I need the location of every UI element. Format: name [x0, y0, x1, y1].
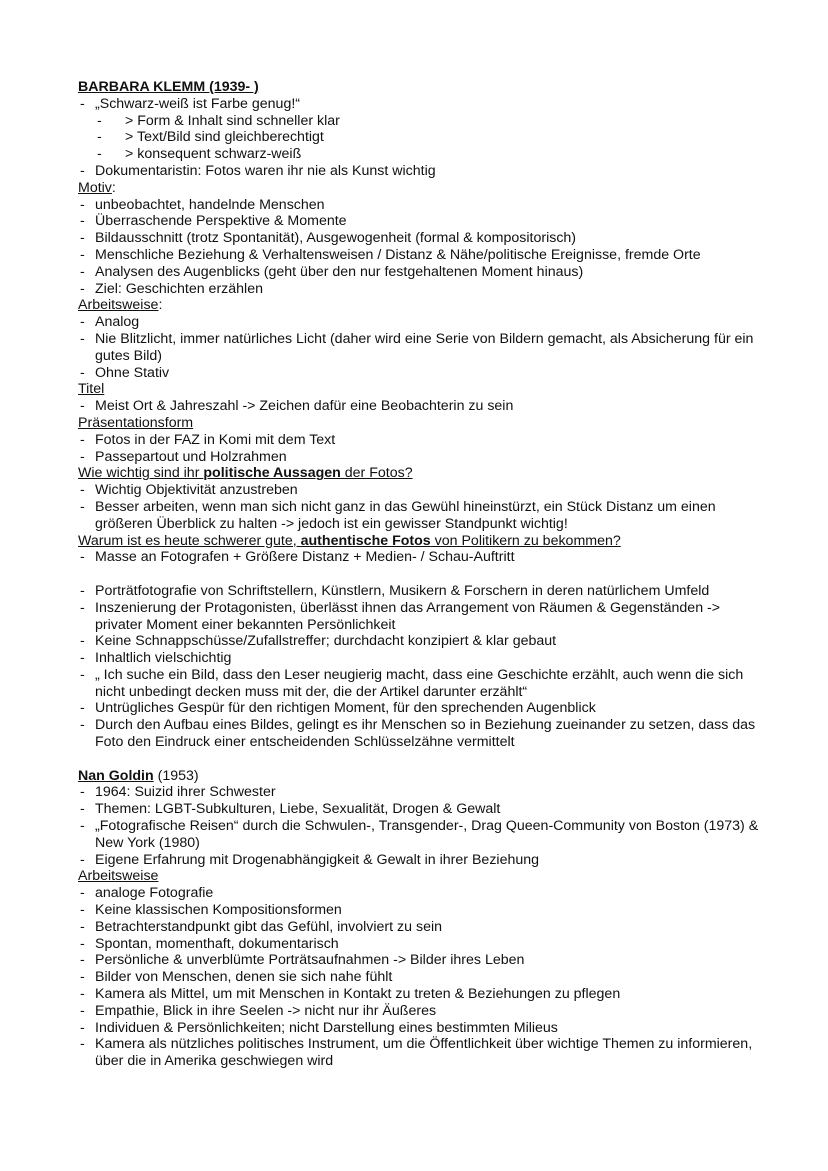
bullet: - Dokumentaristin: Fotos waren ihr nie als Kunst wichtig	[78, 163, 768, 180]
bullet: - „Fotografische Reisen“ durch die Schwulen-, Transgender-, Drag Queen-Community von Boston (1973) & New York (1980)	[78, 818, 768, 852]
spacer	[78, 566, 768, 583]
bullet: - unbeobachtet, handelnde Menschen	[78, 197, 768, 214]
bullet: - Passepartout und Holzrahmen	[78, 449, 768, 466]
nan-arbeitsweise-heading: Arbeitsweise	[78, 868, 159, 885]
arbeitsweise-heading: Arbeitsweise:	[78, 297, 163, 314]
bullet: - Wichtig Objektivität anzustreben	[78, 482, 768, 499]
bullet: - Bildausschnitt (trotz Spontanität), Ausgewogenheit (formal & kompositorisch)	[78, 230, 768, 247]
bullet: - Empathie, Blick in ihre Seelen -> nicht nur ihr Äußeres	[78, 1003, 768, 1020]
bullet: - Keine klassischen Kompositionsformen	[78, 902, 768, 919]
bullet: - Durch den Aufbau eines Bildes, gelingt es ihr Menschen so in Beziehung zueinander zu setzen, dass das Foto den Eindruck einer entscheidenden Schlüsselzähne vermittelt	[78, 717, 768, 751]
bullet: - Persönliche & unverblümte Porträtsaufnahmen -> Bilder ihres Leben	[78, 952, 768, 969]
bullet: - Besser arbeiten, wenn man sich nicht ganz in das Gewühl hineinstürzt, ein Stück Distanz um einen größeren Überblick zu halten -> jedoch ist ein gewisser Standpunkt wichtig!	[78, 499, 768, 533]
bullet: - Bilder von Menschen, denen sie sich nahe fühlt	[78, 969, 768, 986]
bullet: - Ziel: Geschichten erzählen	[78, 281, 768, 298]
sub-bullet: - > Text/Bild sind gleichberechtigt	[78, 129, 768, 146]
bullet: - „Schwarz-weiß ist Farbe genug!“	[78, 96, 768, 113]
nan-goldin-title: Nan Goldin (1953)	[78, 767, 199, 784]
bullet: - Menschliche Beziehung & Verhaltensweisen / Distanz & Nähe/politische Ereignisse, fremde Orte	[78, 247, 768, 264]
titel-heading: Titel	[78, 381, 105, 398]
bullet: - Themen: LGBT-Subkulturen, Liebe, Sexualität, Drogen & Gewalt	[78, 801, 768, 818]
bullet: - Analysen des Augenblicks (geht über den nur festgehaltenen Moment hinaus)	[78, 264, 768, 281]
bullet: - Eigene Erfahrung mit Drogenabhängigkeit & Gewalt in ihrer Beziehung	[78, 852, 768, 869]
barbara-klemm-title: BARBARA KLEMM (1939- )	[78, 79, 259, 95]
praesentationsform-heading: Präsentationsform	[78, 414, 194, 431]
bullet: - Inhaltlich vielschichtig	[78, 650, 768, 667]
bullet: - Überraschende Perspektive & Momente	[78, 213, 768, 230]
bullet: - Masse an Fotografen + Größere Distanz + Medien- / Schau-Auftritt	[78, 549, 768, 566]
bullet: - Porträtfotografie von Schriftstellern, Künstlern, Musikern & Forschern in deren natürlichem Umfeld	[78, 583, 768, 600]
bullet: - Keine Schnappschüsse/Zufallstreffer; durchdacht konzipiert & klar gebaut	[78, 633, 768, 650]
bullet: - Ohne Stativ	[78, 365, 768, 382]
spacer	[78, 751, 768, 768]
bullet: - Kamera als Mittel, um mit Menschen in Kontakt zu treten & Beziehungen zu pflegen	[78, 986, 768, 1003]
bullet: - Fotos in der FAZ in Komi mit dem Text	[78, 432, 768, 449]
question-authentische-fotos: Warum ist es heute schwerer gute, authentische Fotos von Politikern zu bekommen?	[78, 532, 621, 549]
sub-bullet: - > konsequent schwarz-weiß	[78, 146, 768, 163]
bullet: - Spontan, momenthaft, dokumentarisch	[78, 936, 768, 953]
bullet: - Meist Ort & Jahreszahl -> Zeichen dafür eine Beobachterin zu sein	[78, 398, 768, 415]
bullet: - „ Ich suche ein Bild, dass den Leser neugierig macht, dass eine Geschichte erzählt, auch wenn die sich nicht unbedingt decken muss mit der, die der Artikel darunter erzählt“	[78, 667, 768, 701]
bullet: - Nie Blitzlicht, immer natürliches Licht (daher wird eine Serie von Bildern gemacht, als Absicherung für ein gutes Bild)	[78, 331, 768, 365]
motiv-heading: Motiv:	[78, 179, 116, 196]
bullet: - Individuen & Persönlichkeiten; nicht Darstellung eines bestimmten Milieus	[78, 1020, 768, 1037]
bullet: - Betrachterstandpunkt gibt das Gefühl, involviert zu sein	[78, 919, 768, 936]
bullet: - Inszenierung der Protagonisten, überlässt ihnen das Arrangement von Räumen & Gegenständen -> privater Moment einer bekannten Persönlichkeit	[78, 600, 768, 634]
bullet: - analoge Fotografie	[78, 885, 768, 902]
notes-page	[78, 79, 768, 1070]
bullet: - Untrügliches Gespür für den richtigen Moment, für den sprechenden Augenblick	[78, 700, 768, 717]
bullet: - Kamera als nützliches politisches Instrument, um die Öffentlichkeit über wichtige Themen zu informieren, über die in Amerika geschwiegen wird	[78, 1036, 768, 1070]
bullet: - Analog	[78, 314, 768, 331]
bullet: - 1964: Suizid ihrer Schwester	[78, 784, 768, 801]
sub-bullet: - > Form & Inhalt sind schneller klar	[78, 113, 768, 130]
question-politische-aussagen: Wie wichtig sind ihr politische Aussagen der Fotos?	[78, 465, 413, 482]
